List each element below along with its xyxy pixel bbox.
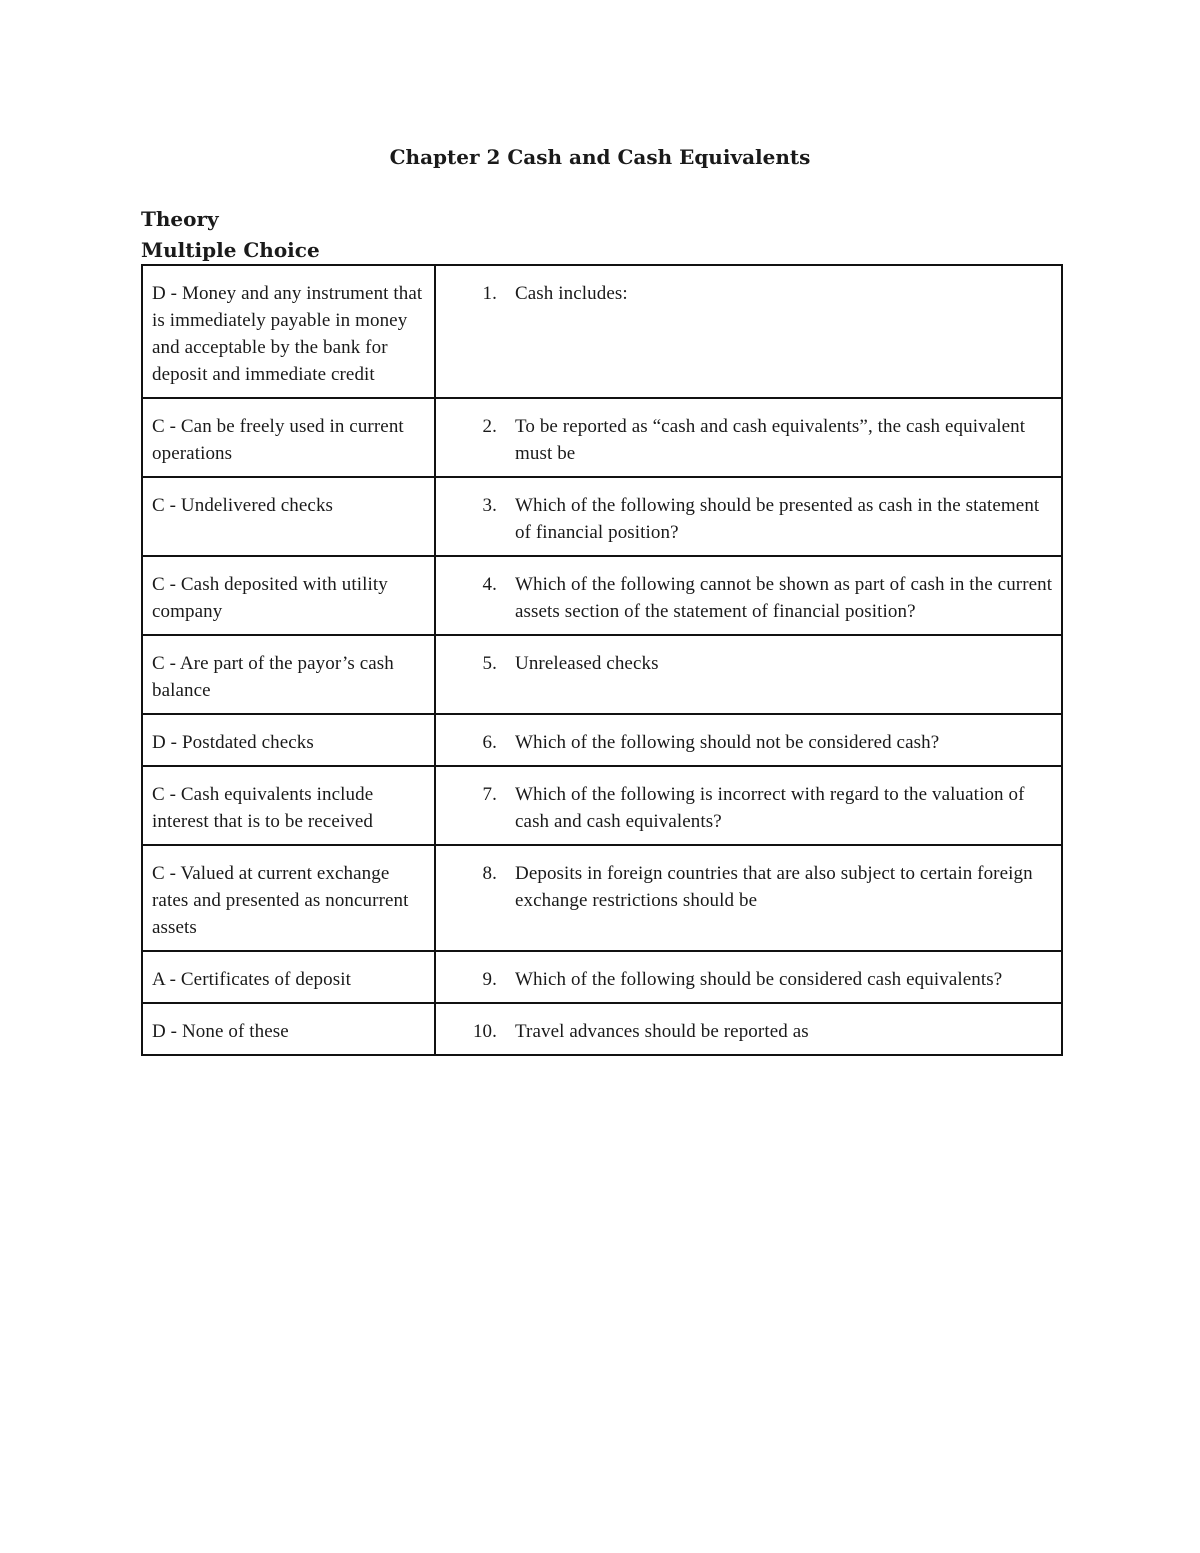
question-text: Which of the following should be considered cash equivalents? [515,969,1003,990]
answer-cell: C - Are part of the payor’s cash balance [142,635,435,714]
question-cell [435,265,1062,398]
table-row [142,951,1062,1003]
question-text: Which of the following cannot be shown as part of cash in the current assets section of the statement of financial position? [515,574,1053,622]
question-item [445,1018,1053,1045]
answer-key-body [142,265,1062,1055]
question-number: 6. [482,732,497,753]
question-item [445,966,1053,993]
question-text: Unreleased checks [515,653,659,674]
question-number: 10. [472,1021,497,1042]
question-cell [435,951,1062,1003]
question-item [445,571,1053,625]
answer-cell: A - Certificates of deposit [142,951,435,1003]
question-text: Which of the following is incorrect with regard to the valuation of cash and cash equivalents? [515,784,1025,832]
question-number: 8. [482,863,497,884]
table-row [142,398,1062,477]
question-text: Which of the following should be presented as cash in the statement of financial position? [515,495,1040,543]
table-row [142,1003,1062,1055]
table-row [142,265,1062,398]
question-item [445,413,1053,467]
question-number: 2. [482,416,497,437]
question-number: 5. [482,653,497,674]
question-text: To be reported as “cash and cash equivalents”, the cash equivalent must be [515,416,1026,464]
answer-cell: C - Cash equivalents include interest that is to be received [142,766,435,845]
question-item [445,729,1053,756]
question-cell [435,477,1062,556]
table-row [142,556,1062,635]
table-row [142,635,1062,714]
question-item [445,860,1053,914]
question-text: Deposits in foreign countries that are also subject to certain foreign exchange restrictions should be [515,863,1033,911]
table-row [142,477,1062,556]
table-row [142,766,1062,845]
answer-cell: C - Cash deposited with utility company [142,556,435,635]
section-heading: Theory [141,207,219,231]
question-number: 3. [482,495,497,516]
answer-cell: C - Can be freely used in current operations [142,398,435,477]
question-item [445,492,1053,546]
question-cell [435,714,1062,766]
answer-cell: C - Undelivered checks [142,477,435,556]
question-cell [435,766,1062,845]
table-row [142,845,1062,951]
question-cell [435,1003,1062,1055]
question-number: 4. [482,574,497,595]
answer-cell: D - Money and any instrument that is immediately payable in money and acceptable by the bank for deposit and immediate credit [142,265,435,398]
question-item [445,781,1053,835]
question-number: 7. [482,784,497,805]
table-row [142,714,1062,766]
question-text: Travel advances should be reported as [515,1021,809,1042]
question-cell [435,845,1062,951]
answer-cell: D - None of these [142,1003,435,1055]
answer-cell: C - Valued at current exchange rates and presented as noncurrent assets [142,845,435,951]
question-text: Which of the following should not be considered cash? [515,732,940,753]
question-cell [435,635,1062,714]
question-number: 1. [482,283,497,304]
document-title: Chapter 2 Cash and Cash Equivalents [389,145,811,169]
question-item [445,280,1053,307]
subsection-heading: Multiple Choice [141,238,320,262]
answer-key-table [141,264,1063,1056]
answer-cell: D - Postdated checks [142,714,435,766]
question-cell [435,556,1062,635]
question-item [445,650,1053,677]
question-cell [435,398,1062,477]
question-text: Cash includes: [515,283,628,304]
question-number: 9. [482,969,497,990]
